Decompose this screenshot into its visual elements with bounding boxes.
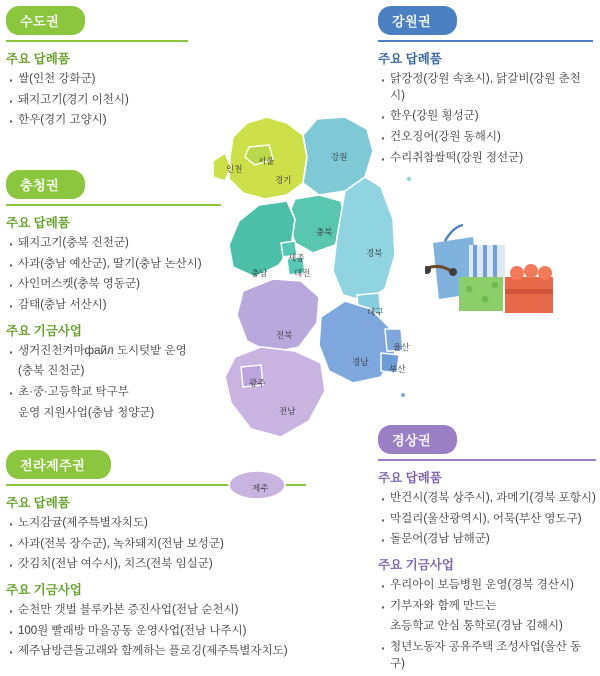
list-item: · 한우(강원 횡성군) — [378, 108, 593, 125]
map-region-label: 대전 — [294, 268, 311, 278]
list-item: · 쌀(인천 강화군) — [6, 71, 188, 88]
gift-illustration-svg — [425, 215, 560, 325]
list-item: · 순천만 갯벌 블루카본 증진사업(전남 순천시) — [6, 602, 306, 619]
region-chungnam — [229, 201, 295, 277]
gift-illustration — [425, 215, 560, 325]
section-heading: 주요 답례품 — [378, 471, 442, 485]
panel-title-gyeongsang: 경상권 — [378, 425, 457, 454]
panel-chungcheong — [6, 170, 221, 425]
section-heading: 주요 기금사업 — [378, 558, 454, 573]
korea-map-svg — [195, 95, 495, 660]
list-item: · 기부자와 함께 만드는 — [378, 598, 596, 615]
list-item: · 건오징어(강원 동해시) — [378, 129, 593, 146]
list-item: · 한우(경기 고양시) — [6, 112, 188, 129]
list-item: · 반건시(경북 상주시), 과메기(경북 포항시) — [378, 490, 596, 507]
map-region-label: 세종 — [288, 253, 305, 263]
panel-title-jeolla-jeju: 전라제주권 — [6, 450, 111, 479]
islet-dot — [401, 393, 405, 397]
list-item: · 사과(전북 장수군), 녹차돼지(전남 보성군) — [6, 536, 306, 553]
panel-title-sudogwon: 수도권 — [6, 6, 85, 35]
panel-sudogwon — [6, 6, 188, 133]
section-heading: 주요 답례품 — [6, 52, 70, 66]
fruit-apple — [538, 266, 552, 280]
list-item: · 청년노동자 공유주택 조성사업(울산 동구) — [378, 639, 596, 672]
list-item: · 생거진천켜마файл 도시텃밭 운영 — [6, 343, 221, 360]
map-region-label: 충남 — [251, 268, 268, 278]
map-region-label: 인천 — [226, 164, 243, 174]
list-item: · 돼지고기(경기 이천시) — [6, 92, 188, 109]
map-region-label: 경북 — [366, 248, 383, 258]
islet-dot — [407, 177, 411, 181]
shopping-bag-handle — [445, 225, 463, 241]
gift-dot — [482, 296, 489, 303]
list-item: · 사인머스켓(충북 영동군) — [6, 276, 221, 293]
fruit-crate — [505, 277, 553, 313]
list-item: · 100원 빨래방 마을공동 운영사업(전남 나주시) — [6, 623, 306, 640]
fruit-crate-band — [505, 289, 553, 294]
section-heading: 주요 기금사업 — [6, 323, 82, 338]
section-heading: 주요 기금사업 — [6, 583, 82, 598]
fruit-apple — [510, 266, 524, 280]
map-region-label: 제주 — [252, 483, 269, 493]
gift-dot — [492, 282, 499, 289]
list-sudogwon-gifts — [6, 71, 188, 129]
gift-dot — [466, 286, 473, 293]
map-region-label: 부산 — [389, 364, 406, 374]
divider — [6, 40, 188, 42]
list-item: · 노지감귤(제주특별자치도) — [6, 515, 306, 532]
list-item: · 수리취찹쌀떡(강원 정선군) — [378, 150, 593, 167]
map-region-label: 광주 — [249, 378, 266, 388]
fruit-apple — [524, 264, 538, 278]
list-item-cont: 운영 지원사업(충남 청양군) — [18, 406, 155, 419]
list-item: · 닭강정(강원 속초시), 닭갈비(강원 춘천시) — [378, 71, 593, 104]
panel-title-chungcheong: 충청권 — [6, 170, 85, 199]
map-region-label: 경기 — [275, 175, 292, 185]
list-item: · 돌문어(경남 남해군) — [378, 531, 596, 548]
map-region-label: 강원 — [331, 152, 348, 162]
region-gyeongbuk — [333, 177, 395, 301]
list-item: · 제주남방큰돌고래와 함께하는 플로깅(제주특별자치도) — [6, 643, 306, 660]
character-hand — [449, 268, 457, 276]
divider — [378, 40, 593, 42]
list-item-cont: (충북 진천군) — [18, 365, 85, 378]
list-chungcheong-funds — [6, 343, 221, 422]
section-heading: 주요 답례품 — [6, 216, 70, 230]
list-item: · 돼지고기(충북 진천군) — [6, 235, 221, 252]
list-chungcheong-gifts — [6, 235, 221, 314]
map-region-label: 대구 — [367, 307, 384, 317]
panel-title-gangwon: 강원권 — [378, 6, 457, 35]
list-item: · 초·중·고등학교 탁구부 — [6, 384, 221, 401]
map-region-label: 경남 — [352, 357, 369, 367]
region-jeonbuk — [237, 279, 319, 353]
divider — [6, 204, 221, 206]
list-item: · 우리아이 보듬병원 운영(경북 경산시) — [378, 577, 596, 594]
list-item: · 사과(충남 예산군), 딸기(충남 논산시) — [6, 256, 221, 273]
section-heading: 주요 답례품 — [378, 52, 442, 66]
region-jeonnam — [225, 347, 325, 437]
map-region-label: 충북 — [316, 227, 333, 237]
list-item: · 갓김치(전남 여수시), 치즈(전북 임실군) — [6, 556, 306, 573]
map-region-label: 전북 — [276, 330, 293, 340]
map-region-label: 전남 — [279, 406, 296, 416]
list-item: · 막걸리(울산광역시), 어묵(부산 영도구) — [378, 511, 596, 528]
list-item-cont: 초등학교 안심 통학로(경남 김해시) — [390, 620, 563, 633]
list-item: · 감태(충남 서산시) — [6, 297, 221, 314]
map-region-label: 서울 — [258, 156, 275, 166]
korea-map — [195, 95, 495, 660]
section-heading: 주요 답례품 — [6, 496, 70, 510]
map-region-label: 울산 — [393, 342, 410, 352]
